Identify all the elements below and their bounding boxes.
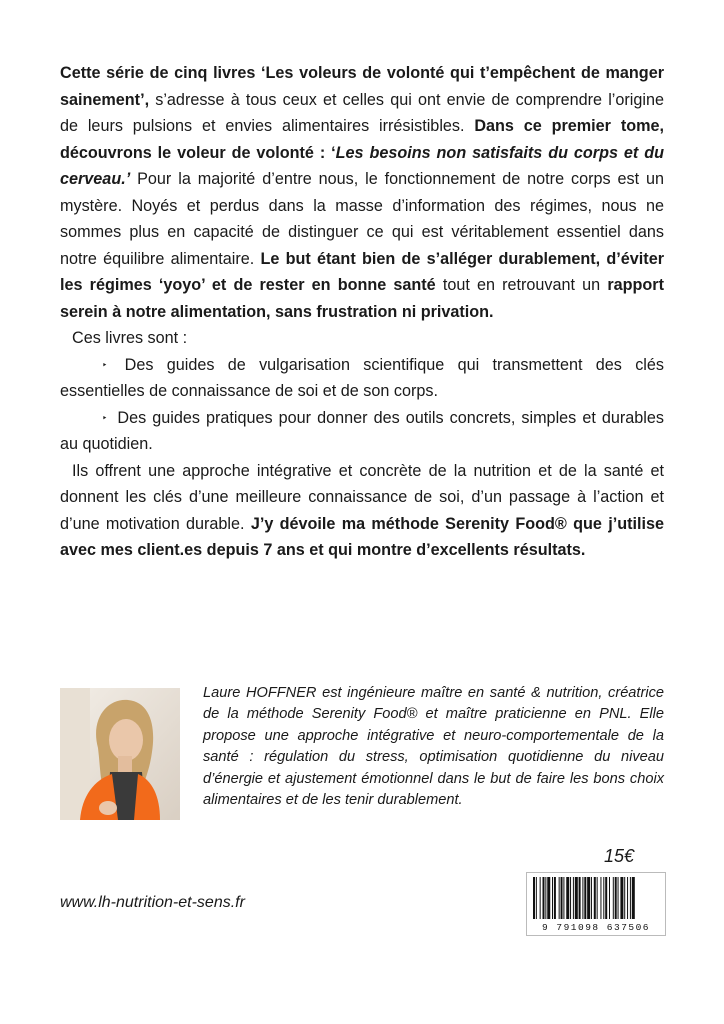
barcode-bar bbox=[561, 877, 563, 919]
barcode-bar bbox=[545, 877, 546, 919]
bullet-icon: ‣ bbox=[102, 359, 108, 370]
barcode-bar bbox=[559, 877, 560, 919]
barcode-bar bbox=[573, 877, 574, 919]
intro-text-2: Pour la majorité d’entre nous, le fonctionnement de notre corps est un mystère. Noyés et perdus dans la masse d’information des régimes, nous ne sommes plus en capacité de distinguer ce qui est véritablement essentiel dans notre équilibre alimentaire. bbox=[60, 170, 664, 268]
barcode-bar bbox=[543, 877, 545, 919]
barcode-bar bbox=[603, 877, 604, 919]
paragraph-books-are: Ces livres sont : bbox=[72, 329, 188, 347]
method-text: J’y dévoile ma méthode Serenity Food® que j’utilise avec mes client.es depuis 7 ans et qui montre d’excellents résultats. bbox=[60, 514, 665, 559]
barcode-bar bbox=[613, 877, 614, 919]
barcode-bar bbox=[536, 877, 537, 919]
series-title-text: Cette série de cinq livres ‘Les voleurs de volonté qui t’empêchent de manger sainement’, bbox=[60, 64, 664, 109]
intro-text-3: tout en retrouvant un bbox=[435, 276, 608, 294]
barcode-bar bbox=[605, 877, 607, 919]
barcode-bar bbox=[620, 877, 623, 919]
bullet-item-1 bbox=[60, 352, 664, 405]
barcode-bar bbox=[533, 877, 535, 919]
barcode-bar bbox=[575, 877, 578, 919]
barcode-bar bbox=[594, 877, 596, 919]
barcode-bar bbox=[540, 877, 541, 919]
goal-text-2: rapport serein à notre alimentation, sans frustration ni privation. bbox=[60, 276, 664, 321]
barcode-bar bbox=[563, 877, 564, 919]
author-bio: Laure HOFFNER est ingénieure maître en santé & nutrition, créatrice de la méthode Serenity Food® et maître praticienne en PNL. Elle propose une approche intégrative et neuro-comportementale de la santé : régulation du stress, optimisation quotidienne du niveau d’énergie et ajustement émotionnel dans le but de faire les bons choix alimentaires et de les tenir durablement. bbox=[203, 685, 664, 809]
barcode-bar bbox=[632, 877, 635, 919]
barcode-bar bbox=[547, 877, 550, 919]
paragraph-offer bbox=[60, 458, 664, 564]
barcode-bar bbox=[554, 877, 556, 919]
barcode-bar bbox=[627, 877, 628, 919]
barcode-bar bbox=[630, 877, 631, 919]
barcode-bar bbox=[584, 877, 586, 919]
barcode-bar bbox=[579, 877, 581, 919]
intro-text: s’adresse à tous ceux et celles qui ont envie de comprendre l’origine de leurs pulsions et envies alimentaires irrésistibles. bbox=[60, 90, 664, 135]
barcode-bar bbox=[552, 877, 553, 919]
back-cover-text bbox=[60, 60, 664, 564]
barcode-bar bbox=[600, 877, 601, 919]
goal-text: Le but étant bien de s’alléger durablement, d’éviter les régimes ‘yoyo’ et de rester en bonne santé bbox=[60, 249, 664, 294]
barcode-bars bbox=[527, 873, 665, 923]
barcode-bar bbox=[597, 877, 598, 919]
barcode-bar bbox=[591, 877, 592, 919]
barcode-bar bbox=[566, 877, 569, 919]
barcode-bar bbox=[618, 877, 619, 919]
isbn-barcode bbox=[526, 872, 666, 936]
tome-title-text: Les besoins non satisfaits du corps et du cerveau.’ bbox=[60, 143, 664, 188]
bullet-item-2 bbox=[60, 405, 664, 458]
tome-heading-text: Dans ce premier tome, découvrons le voleur de volonté : ‘ bbox=[60, 117, 664, 162]
barcode-bar bbox=[615, 877, 617, 919]
barcode-bar bbox=[587, 877, 590, 919]
offer-text: Ils offrent une approche intégrative et concrète de la nutrition et de la santé et donnent les clés d’une meilleure connaissance de soi, d’un passage à l’action et d’une motivation durable. bbox=[60, 461, 664, 533]
bullet-text-2: Des guides pratiques pour donner des outils concrets, simples et durables au quotidien. bbox=[60, 408, 664, 453]
barcode-bar bbox=[582, 877, 583, 919]
barcode-bar bbox=[609, 877, 610, 919]
barcode-number: 9 791098 637506 bbox=[541, 922, 650, 933]
price: 15€ bbox=[604, 846, 635, 866]
bullet-icon: ‣ bbox=[102, 412, 108, 423]
bullet-text-1: Des guides de vulgarisation scientifique qui transmettent des clés essentielles de connaissance de soi et de son corps. bbox=[60, 355, 664, 400]
barcode-bar bbox=[570, 877, 571, 919]
author-photo bbox=[60, 688, 180, 820]
barcode-bar bbox=[624, 877, 625, 919]
website-link[interactable]: www.lh-nutrition-et-sens.fr bbox=[60, 894, 245, 911]
paragraph-intro bbox=[60, 60, 664, 325]
